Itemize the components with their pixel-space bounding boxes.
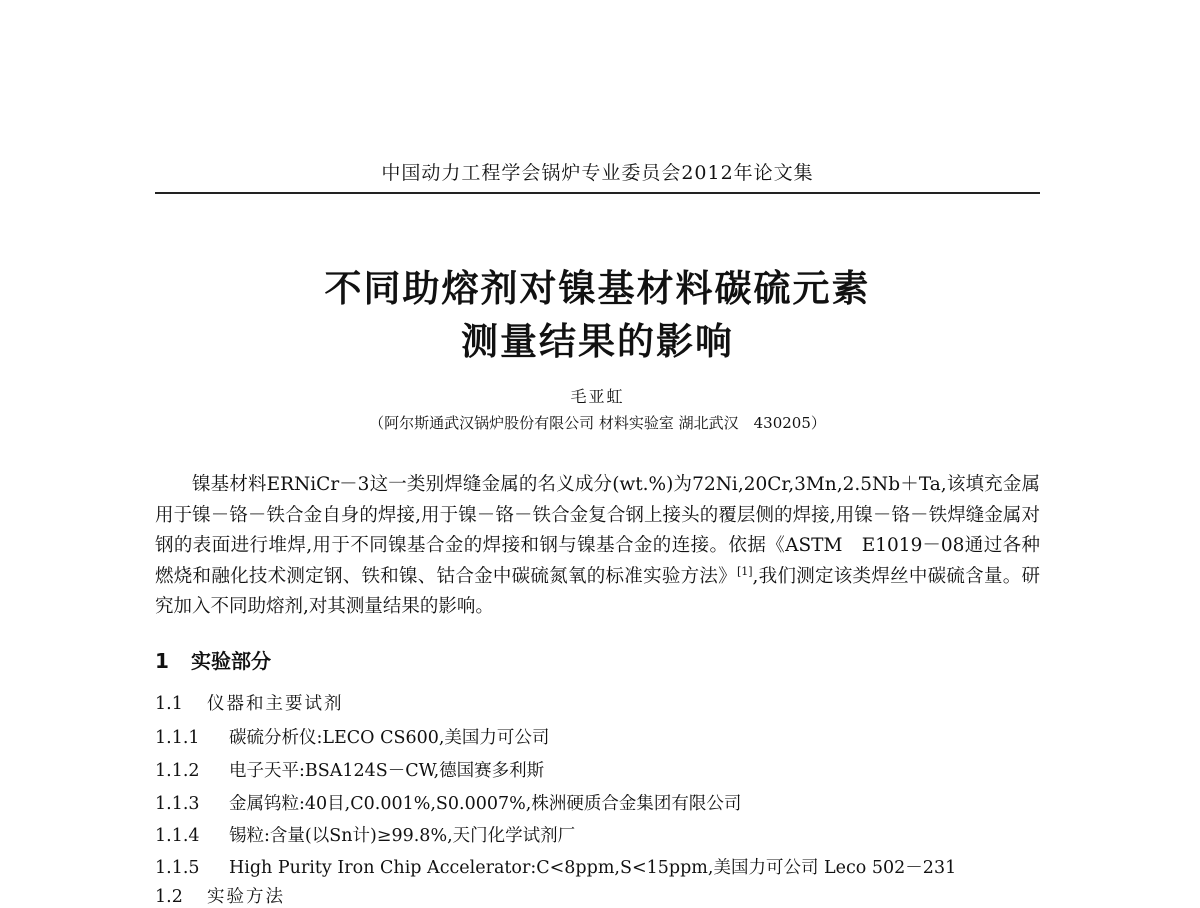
abstract-text-after: ,我们测定该类焊丝中碳硫含量。研究加入不同助熔剂,对其测量结果的影响。 <box>155 565 1040 617</box>
item-text: 锡粒:含量(以Sn计)≥99.8%,天门化学试剂厂 <box>229 826 576 846</box>
item-number: 1.1.2 <box>155 761 200 781</box>
item-text: 金属钨粒:40目,C0.001%,S0.0007%,株洲硬质合金集团有限公司 <box>229 794 742 814</box>
title-line-1: 不同助熔剂对镍基材料碳硫元素 <box>324 267 871 310</box>
list-item <box>155 724 549 749</box>
list-item <box>155 757 544 782</box>
section-heading <box>155 645 271 674</box>
section-title: 实验部分 <box>191 649 271 673</box>
item-text: High Purity Iron Chip Accelerator:C<8ppm,S<15ppm,美国力可公司 Leco 502－231 <box>229 858 957 878</box>
list-item <box>155 790 741 815</box>
item-text: 碳硫分析仪:LECO CS600,美国力可公司 <box>229 728 550 748</box>
abstract-paragraph <box>155 470 1040 623</box>
subsection-heading <box>155 883 285 908</box>
item-text: 实验方法 <box>207 887 285 907</box>
item-number: 1.1.3 <box>155 794 200 814</box>
item-number: 1.2 <box>155 887 183 907</box>
paper-title <box>155 262 1040 368</box>
subsection-heading <box>155 690 344 715</box>
section-number: 1 <box>155 649 169 673</box>
author: 毛亚虹 <box>570 387 625 406</box>
title-line-2: 测量结果的影响 <box>461 320 734 363</box>
item-number: 1.1 <box>155 694 183 714</box>
abstract-text: 镍基材料ERNiCr－3这一类别焊缝金属的名义成分(wt.%)为72Ni,20Cr,3Mn,2.5Nb＋Ta,该填充金属用于镍－铬－铁合金自身的焊接,用于镍－铬－铁合金复合钢上接头的覆层侧的焊接,用镍－铬－铁焊缝金属对钢的表面进行堆焊,用于不同镍基合金的焊接和钢与镍基合金的连接。依据《ASTM E1019－08通过各种燃烧和融化技术测定钢、铁和镍、钴合金中碳硫氮氧的标准实验方法》 <box>155 474 1040 587</box>
header-rule <box>155 192 1040 194</box>
item-number: 1.1.4 <box>155 826 200 846</box>
item-text: 电子天平:BSA124S－CW,德国赛多利斯 <box>229 761 545 781</box>
item-number: 1.1.1 <box>155 728 200 748</box>
item-number: 1.1.5 <box>155 858 200 878</box>
list-item <box>155 822 575 847</box>
running-header: 中国动力工程学会锅炉专业委员会2012年论文集 <box>381 162 814 184</box>
citation-ref: [1] <box>736 564 753 578</box>
list-item <box>155 854 956 879</box>
affiliation: （阿尔斯通武汉锅炉股份有限公司 材料实验室 湖北武汉 430205） <box>369 414 826 432</box>
item-text: 仪器和主要试剂 <box>207 694 344 714</box>
